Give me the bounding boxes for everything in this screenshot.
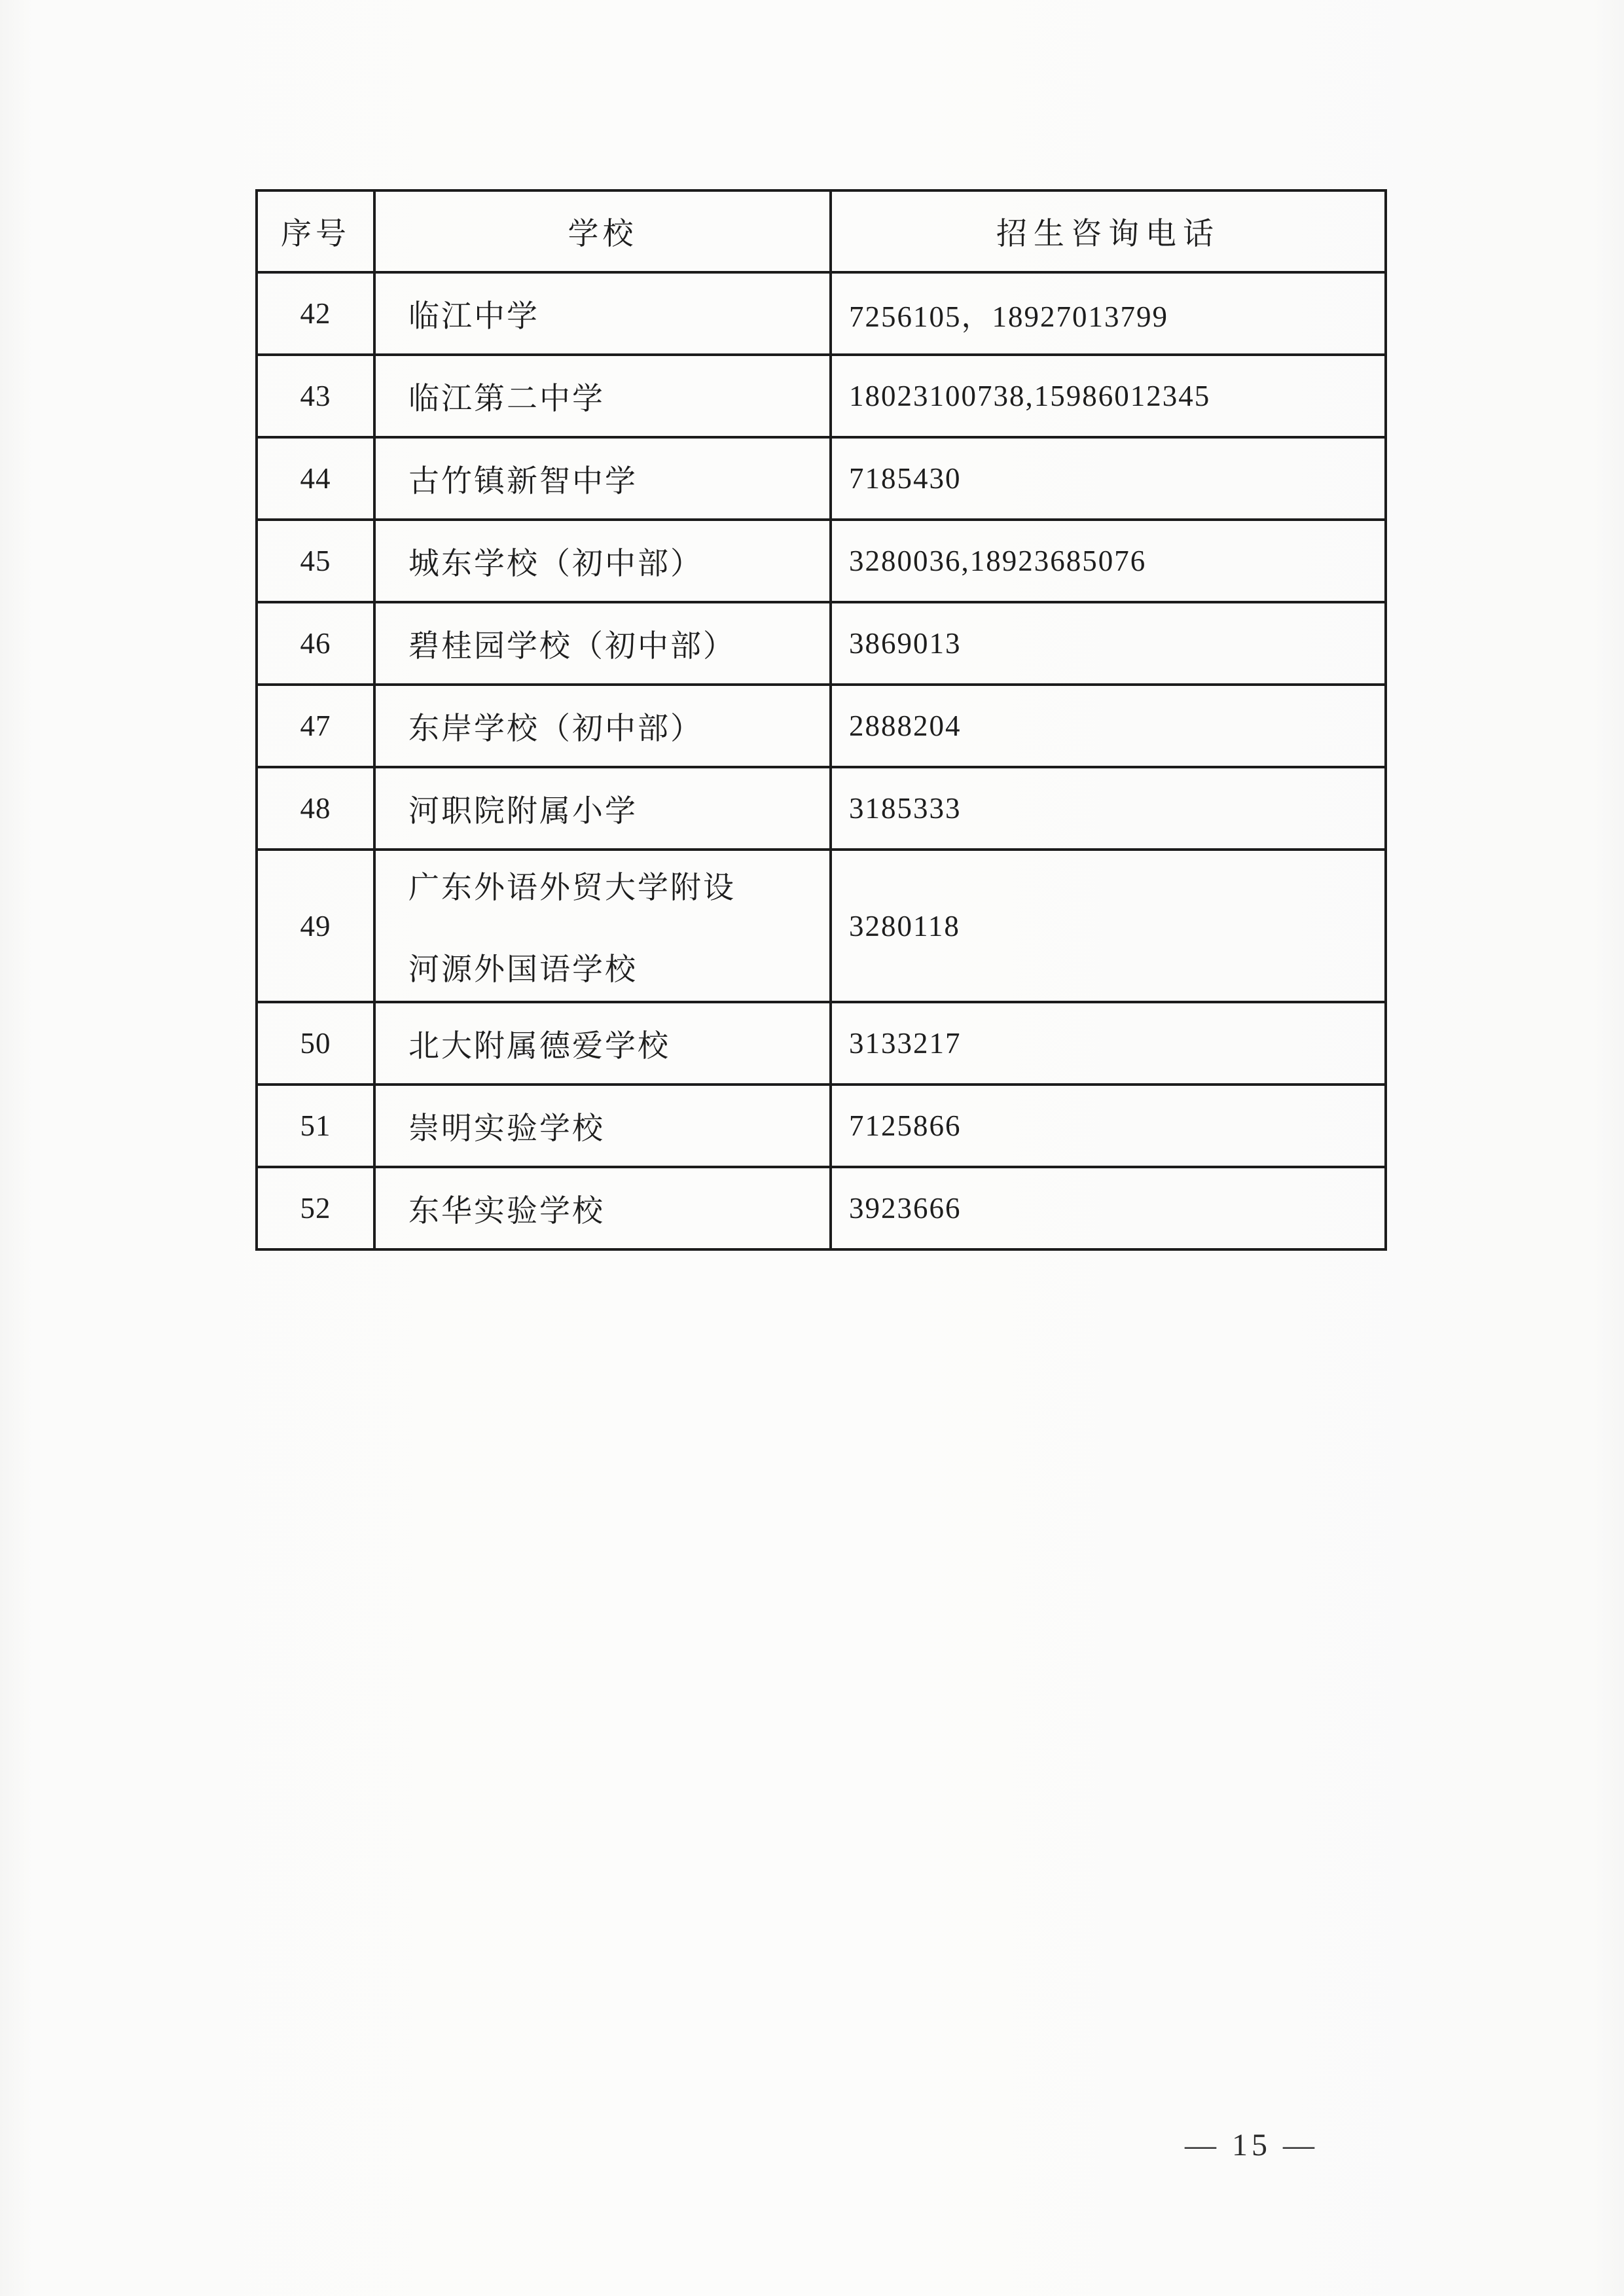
cell-phone: 3869013 bbox=[831, 602, 1386, 685]
header-no: 序号 bbox=[257, 190, 374, 272]
table-row bbox=[257, 1167, 1386, 1249]
cell-no: 48 bbox=[257, 767, 374, 850]
cell-no: 45 bbox=[257, 520, 374, 602]
cell-school bbox=[374, 1002, 831, 1085]
school-name: 古竹镇新智中学 bbox=[408, 464, 638, 499]
school-name: 崇明实验学校 bbox=[408, 1111, 605, 1146]
cell-school bbox=[374, 602, 831, 685]
table-row bbox=[257, 685, 1386, 767]
cell-phone: 3185333 bbox=[831, 767, 1386, 850]
cell-no: 51 bbox=[257, 1085, 374, 1167]
header-phone: 招生咨询电话 bbox=[831, 190, 1386, 272]
cell-school bbox=[374, 272, 831, 355]
cell-school bbox=[374, 685, 831, 767]
header-school: 学校 bbox=[374, 190, 831, 272]
cell-no: 46 bbox=[257, 602, 374, 685]
table-row bbox=[257, 850, 1386, 1002]
cell-phone: 7125866 bbox=[831, 1085, 1386, 1167]
cell-no: 49 bbox=[257, 850, 374, 1002]
cell-school bbox=[374, 767, 831, 850]
cell-phone: 7185430 bbox=[831, 437, 1386, 520]
cell-no: 43 bbox=[257, 355, 374, 437]
table-row bbox=[257, 767, 1386, 850]
school-name: 城东学校（初中部） bbox=[408, 547, 703, 581]
cell-no: 50 bbox=[257, 1002, 374, 1085]
school-name: 广东外语外贸大学附设 bbox=[408, 870, 736, 905]
cell-no: 42 bbox=[257, 272, 374, 355]
cell-no: 52 bbox=[257, 1167, 374, 1249]
cell-school bbox=[374, 1085, 831, 1167]
school-name: 河职院附属小学 bbox=[408, 794, 638, 829]
cell-phone: 18023100738,15986012345 bbox=[831, 355, 1386, 437]
cell-phone: 3923666 bbox=[831, 1167, 1386, 1249]
table-row bbox=[257, 272, 1386, 355]
school-name: 临江中学 bbox=[408, 299, 539, 334]
cell-phone: 3280036,18923685076 bbox=[831, 520, 1386, 602]
cell-school bbox=[374, 520, 831, 602]
page-number: — 15 — bbox=[1185, 2128, 1318, 2162]
cell-phone: 7256105，18927013799 bbox=[831, 272, 1386, 355]
table-row bbox=[257, 1002, 1386, 1085]
cell-phone: 3280118 bbox=[831, 850, 1386, 1002]
school-name: 临江第二中学 bbox=[408, 382, 605, 416]
cell-no: 44 bbox=[257, 437, 374, 520]
school-table bbox=[255, 189, 1387, 1251]
table-row bbox=[257, 602, 1386, 685]
cell-school bbox=[374, 355, 831, 437]
cell-school bbox=[374, 1167, 831, 1249]
table-header-row bbox=[257, 190, 1386, 272]
school-name: 东华实验学校 bbox=[408, 1194, 605, 1229]
school-name: 北大附属德爱学校 bbox=[408, 1029, 670, 1064]
table-row bbox=[257, 520, 1386, 602]
cell-no: 47 bbox=[257, 685, 374, 767]
table-row bbox=[257, 355, 1386, 437]
cell-phone: 3133217 bbox=[831, 1002, 1386, 1085]
school-name: 东岸学校（初中部） bbox=[408, 711, 703, 746]
cell-school bbox=[374, 850, 831, 1002]
cell-phone: 2888204 bbox=[831, 685, 1386, 767]
table-row bbox=[257, 437, 1386, 520]
school-name: 碧桂园学校（初中部） bbox=[408, 629, 736, 664]
school-name-line2: 河源外国语学校 bbox=[408, 952, 638, 987]
table-row bbox=[257, 1085, 1386, 1167]
cell-school bbox=[374, 437, 831, 520]
